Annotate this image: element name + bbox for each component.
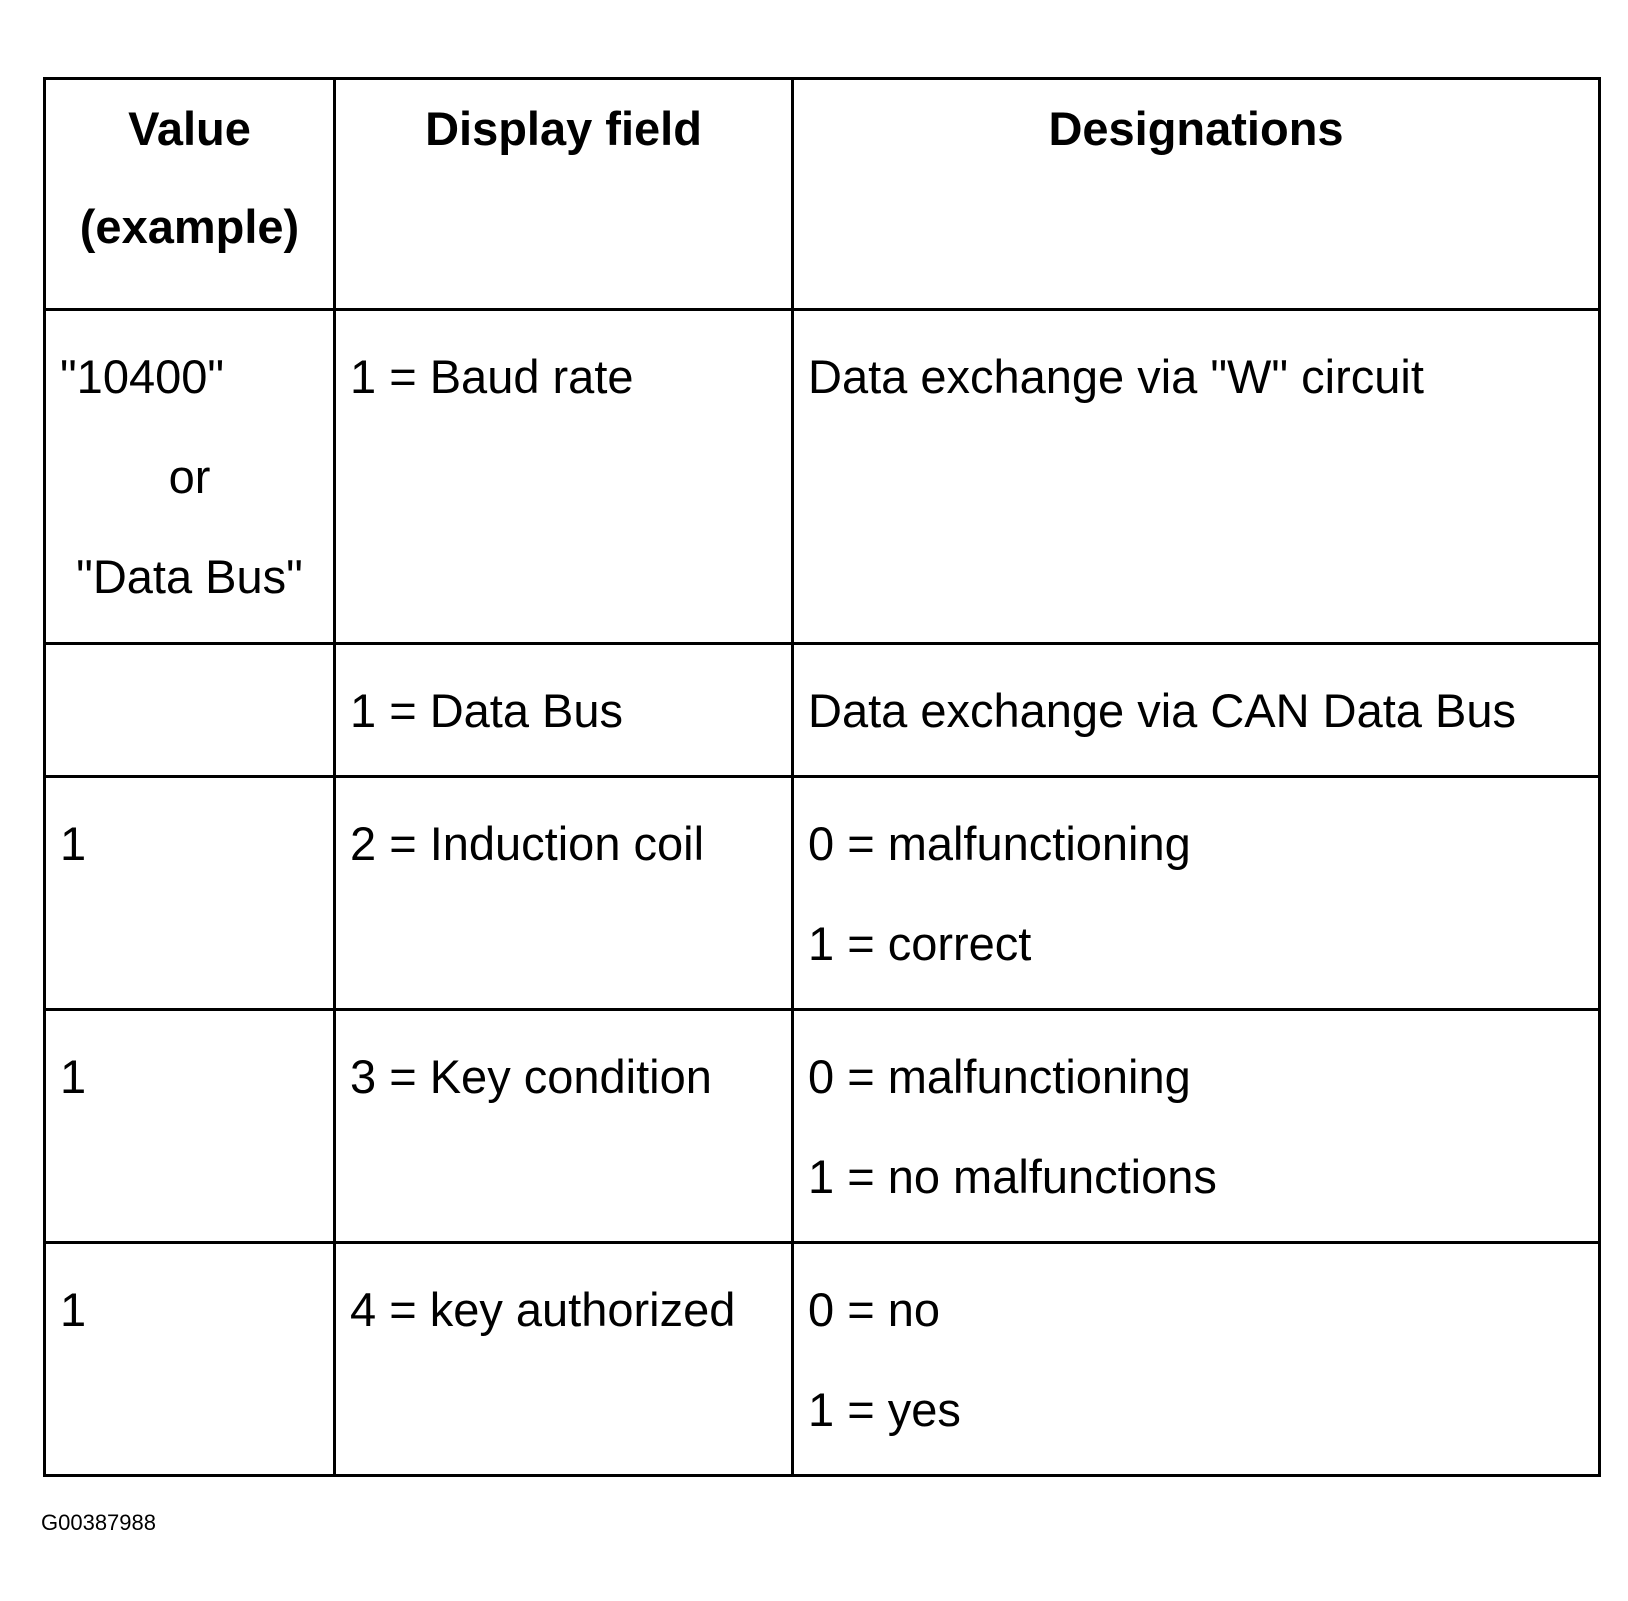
- header-value: [45, 79, 335, 310]
- cell-designations-line: Data exchange via CAN Data Bus: [808, 684, 1516, 737]
- cell-designations: [793, 777, 1600, 1010]
- cell-value: [45, 310, 335, 644]
- figure-id: G00387988: [41, 1510, 156, 1535]
- cell-designations: [793, 644, 1600, 777]
- header-display-field-line: Display field: [425, 102, 702, 155]
- cell-value: [45, 644, 335, 777]
- table-row: [45, 644, 1600, 777]
- header-value-line-1: Value: [128, 102, 251, 155]
- cell-display-field-line: 3 = Key condition: [350, 1050, 712, 1103]
- cell-display-field: [335, 644, 793, 777]
- cell-value: [45, 777, 335, 1010]
- spec-sheet: [43, 77, 1598, 1477]
- cell-designations-line: 1 = no malfunctions: [808, 1150, 1217, 1203]
- cell-display-field: [335, 1010, 793, 1243]
- header-designations: [793, 79, 1600, 310]
- header-designations-line: Designations: [1048, 102, 1344, 155]
- cell-display-field-line: 4 = key authorized: [350, 1283, 736, 1336]
- table-row: [45, 1010, 1600, 1243]
- cell-designations: [793, 310, 1600, 644]
- cell-display-field-line: 1 = Baud rate: [350, 350, 634, 403]
- header-row: [45, 79, 1600, 310]
- cell-designations: [793, 1243, 1600, 1476]
- cell-designations-line: 0 = malfunctioning: [808, 817, 1191, 870]
- table-row: [45, 1243, 1600, 1476]
- display-field-table: [43, 77, 1601, 1477]
- cell-display-field-line: 1 = Data Bus: [350, 684, 624, 737]
- cell-designations-line: 1 = correct: [808, 917, 1032, 970]
- cell-display-field: [335, 1243, 793, 1476]
- cell-value: [45, 1010, 335, 1243]
- cell-display-field-line: 2 = Induction coil: [350, 817, 705, 870]
- cell-value-line: 1: [60, 817, 87, 870]
- cell-designations-line: 0 = malfunctioning: [808, 1050, 1191, 1103]
- cell-designations-line: 1 = yes: [808, 1383, 961, 1436]
- table-row: [45, 777, 1600, 1010]
- cell-display-field: [335, 777, 793, 1010]
- cell-value-line: "10400": [60, 350, 225, 403]
- cell-value-line: 1: [60, 1050, 87, 1103]
- cell-designations-line: 0 = no: [808, 1283, 940, 1336]
- header-display-field: [335, 79, 793, 310]
- table-row: [45, 310, 1600, 644]
- cell-display-field: [335, 310, 793, 644]
- cell-value-line: or: [168, 450, 211, 503]
- cell-designations: [793, 1010, 1600, 1243]
- cell-value: [45, 1243, 335, 1476]
- cell-designations-line: Data exchange via "W" circuit: [808, 350, 1424, 403]
- cell-value-line: "Data Bus": [76, 550, 303, 603]
- cell-value-line: 1: [60, 1283, 87, 1336]
- header-value-line-2: (example): [79, 200, 300, 253]
